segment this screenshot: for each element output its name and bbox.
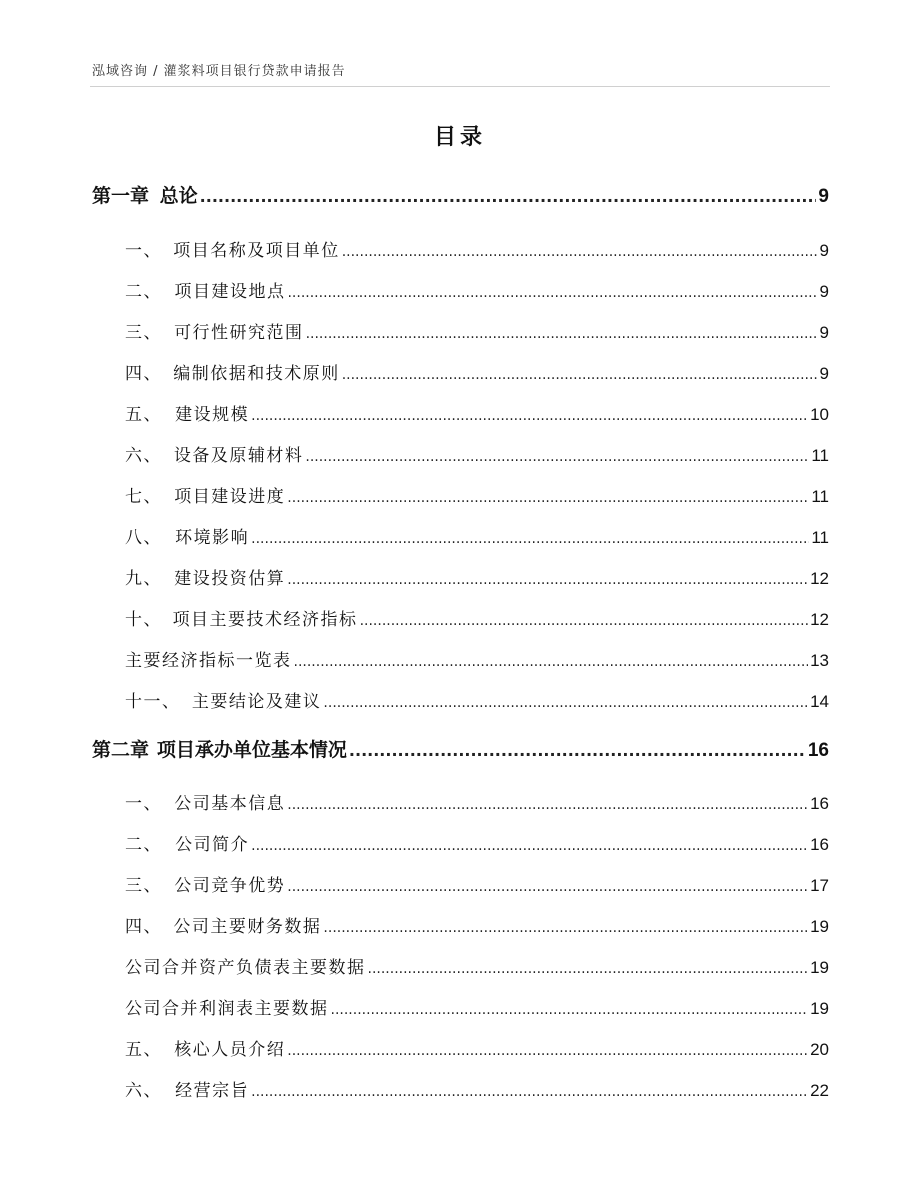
toc-entry-number: 五、 — [125, 405, 162, 425]
toc-entry-number: 六、 — [125, 446, 162, 466]
dot-leader — [305, 446, 809, 466]
toc-entry-title: 主要结论及建议 — [191, 692, 322, 712]
toc-entry-title: 项目名称及项目单位 — [173, 241, 340, 261]
toc-entry-number: 三、 — [125, 876, 162, 896]
toc-entry-section[interactable] — [92, 953, 829, 978]
dot-leader — [287, 282, 817, 302]
toc-entry-title: 建设规模 — [175, 405, 250, 425]
toc-entry-title: 公司基本信息 — [174, 794, 286, 814]
toc-entry-chapter[interactable] — [92, 181, 829, 208]
toc-entry-section[interactable] — [92, 1035, 829, 1060]
toc-entry-page: 16 — [807, 740, 829, 761]
toc-entry-title: 公司主要财务数据 — [173, 917, 322, 937]
toc-entry-page: 9 — [819, 241, 829, 260]
dot-leader — [306, 323, 818, 343]
toc-entry-title: 项目承办单位基本情况 — [156, 739, 347, 761]
toc-entry-title: 可行性研究范围 — [174, 323, 304, 343]
toc-entry-page: 12 — [810, 569, 829, 588]
toc-entry-title: 项目主要技术经济指标 — [172, 610, 358, 630]
toc-entry-page: 12 — [810, 610, 829, 629]
dot-leader — [200, 185, 817, 207]
dot-leader — [331, 999, 809, 1019]
toc-entry-section[interactable] — [92, 646, 829, 671]
toc-entry-number: 六、 — [125, 1081, 162, 1101]
toc-entry-title: 总论 — [159, 185, 198, 207]
toc-entry-title: 主要经济指标一览表 — [125, 651, 292, 671]
toc-entry-title: 项目建设进度 — [174, 487, 286, 507]
toc-entry-section[interactable] — [92, 400, 829, 425]
toc-entry-title: 建设投资估算 — [174, 569, 286, 589]
dot-leader — [349, 739, 806, 761]
toc-entry-number: 十、 — [125, 610, 162, 630]
toc-entry-page: 9 — [819, 364, 829, 383]
toc-entry-title: 经营宗旨 — [175, 1081, 250, 1101]
toc-entry-number: 三、 — [125, 323, 162, 343]
toc-entry-title: 编制依据和技术原则 — [173, 364, 340, 384]
toc-title: 目录 — [433, 125, 486, 150]
toc-entry-page: 22 — [810, 1081, 829, 1100]
dot-leader — [368, 958, 809, 978]
running-header: 泓域咨询 / 灌浆料项目银行贷款申请报告 — [92, 64, 346, 79]
toc-entry-section[interactable] — [92, 871, 829, 896]
toc-entry-title: 设备及原辅材料 — [173, 446, 304, 466]
toc-entry-section[interactable] — [92, 359, 829, 384]
toc-entry-section[interactable] — [92, 564, 829, 589]
toc-entry-section[interactable] — [92, 789, 829, 814]
toc-entry-number: 二、 — [125, 835, 162, 855]
toc-entry-title: 公司合并资产负债表主要数据 — [125, 958, 366, 978]
toc-entry-section[interactable] — [92, 523, 829, 548]
dot-leader — [294, 651, 809, 671]
toc-entry-number: 第一章 — [92, 185, 150, 207]
toc-entry-section[interactable] — [92, 1076, 829, 1101]
toc-entry-number: 九、 — [125, 569, 162, 589]
toc-entry-number: 四、 — [125, 364, 162, 384]
dot-leader — [287, 1040, 808, 1060]
toc-entry-page: 19 — [810, 917, 829, 936]
toc-entry-title: 公司合并利润表主要数据 — [125, 999, 329, 1019]
toc-entry-page: 11 — [811, 446, 829, 465]
toc-entry-title: 核心人员介绍 — [174, 1040, 286, 1060]
toc-entry-number: 第二章 — [92, 739, 150, 761]
toc-entry-section[interactable] — [92, 994, 829, 1019]
toc-entry-number: 四、 — [125, 917, 162, 937]
toc-entry-section[interactable] — [92, 441, 829, 466]
toc-entry-section[interactable] — [92, 236, 829, 261]
dot-leader — [251, 405, 808, 425]
toc-entry-page: 19 — [810, 999, 829, 1018]
toc-entry-chapter[interactable] — [92, 735, 829, 762]
toc-entry-page: 13 — [810, 651, 829, 670]
toc-entry-section[interactable] — [92, 277, 829, 302]
dot-leader — [251, 528, 809, 548]
dot-leader — [342, 241, 818, 261]
toc-entry-section[interactable] — [92, 912, 829, 937]
toc-entry-page: 9 — [819, 282, 829, 301]
toc-entry-section[interactable] — [92, 482, 829, 507]
dot-leader — [287, 487, 809, 507]
toc-entry-page: 16 — [810, 794, 829, 813]
dot-leader — [251, 835, 808, 855]
toc-entry-title: 公司简介 — [175, 835, 250, 855]
toc-entry-title: 环境影响 — [175, 528, 250, 548]
dot-leader — [251, 1081, 808, 1101]
dot-leader — [360, 610, 809, 630]
toc-entry-number: 五、 — [125, 1040, 162, 1060]
toc-entry-number: 一、 — [125, 794, 162, 814]
toc-entry-page: 11 — [811, 487, 829, 506]
toc-entry-page: 10 — [810, 405, 829, 424]
toc-entry-page: 17 — [810, 876, 829, 895]
toc-entry-number: 八、 — [125, 528, 162, 548]
dot-leader — [287, 876, 808, 896]
header-divider — [90, 86, 830, 87]
dot-leader — [287, 794, 808, 814]
toc-entry-number: 十一、 — [125, 692, 181, 712]
toc-entry-section[interactable] — [92, 830, 829, 855]
toc-entry-section[interactable] — [92, 318, 829, 343]
toc-entry-title: 公司竞争优势 — [174, 876, 286, 896]
toc-entry-page: 19 — [810, 958, 829, 977]
toc-entry-page: 20 — [810, 1040, 829, 1059]
toc-entry-page: 9 — [818, 186, 829, 207]
toc-entry-section[interactable] — [92, 605, 829, 630]
toc-entry-page: 16 — [810, 835, 829, 854]
dot-leader — [323, 692, 808, 712]
dot-leader — [323, 917, 808, 937]
toc-entry-number: 七、 — [125, 487, 162, 507]
toc-entry-section[interactable] — [92, 687, 829, 712]
dot-leader — [342, 364, 818, 384]
toc-entry-page: 14 — [810, 692, 829, 711]
toc-entry-page: 11 — [811, 528, 829, 547]
toc-entry-number: 二、 — [125, 282, 162, 302]
toc-entry-title: 项目建设地点 — [174, 282, 286, 302]
dot-leader — [287, 569, 808, 589]
toc-entry-number: 一、 — [125, 241, 162, 261]
toc-entry-page: 9 — [819, 323, 829, 342]
